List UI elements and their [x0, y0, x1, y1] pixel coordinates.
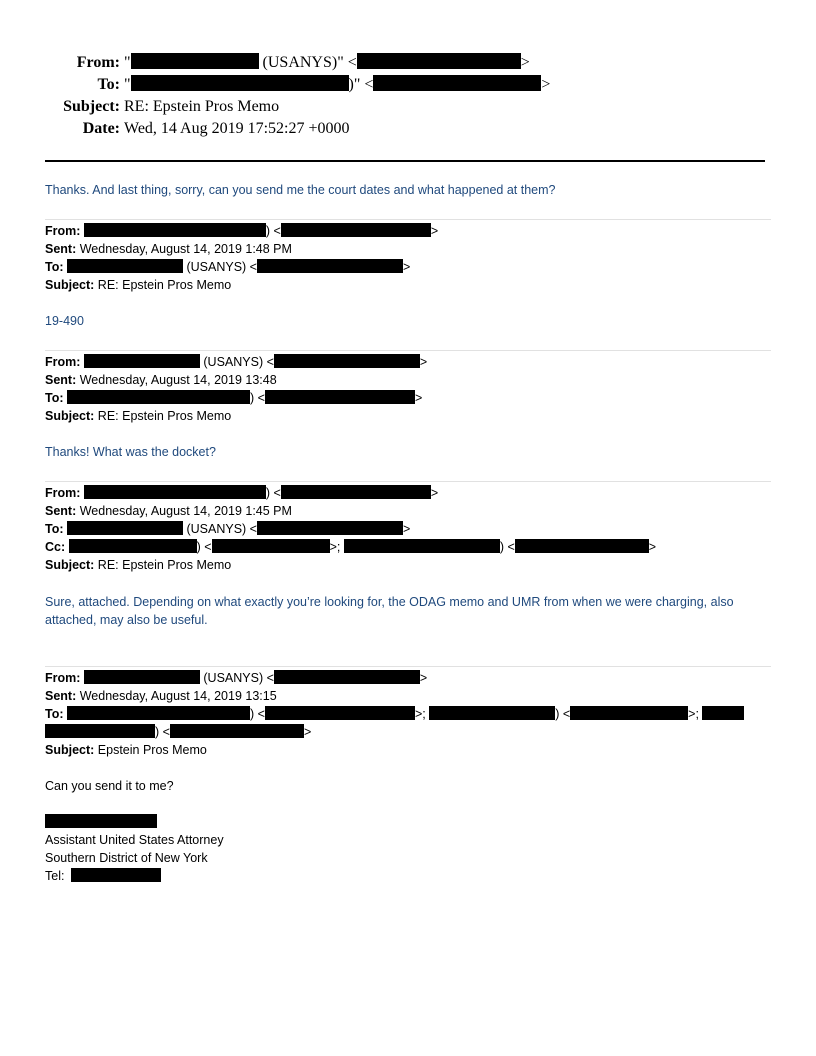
header-to-value: " )" < >: [124, 76, 551, 93]
message-1-subject: Subject: RE: Epstein Pros Memo: [45, 278, 232, 292]
redaction-block: [45, 724, 155, 738]
header-subject-label: Subject:: [63, 98, 120, 115]
redaction-block: [84, 670, 200, 684]
header-date-label: Date:: [82, 120, 120, 137]
message-divider: [45, 481, 771, 482]
redaction-block: [84, 223, 266, 237]
redaction-block: [131, 75, 349, 91]
reply-body: Thanks. And last thing, sorry, can you send me the court dates and what happened at them?: [45, 183, 556, 197]
redaction-block: [131, 53, 259, 69]
message-1-body: 19-490: [45, 314, 84, 328]
header-divider: [45, 160, 765, 162]
redaction-block: [515, 539, 649, 553]
message-3-to: To: (USANYS) < >: [45, 522, 411, 536]
signature-tel: Tel:: [45, 867, 161, 885]
redaction-block: [212, 539, 330, 553]
redaction-block: [84, 485, 266, 499]
signature-office: Southern District of New York: [45, 851, 208, 865]
signature-title: Assistant United States Attorney: [45, 833, 224, 847]
redaction-block: [265, 390, 415, 404]
message-2-body: Thanks! What was the docket?: [45, 445, 216, 459]
message-3-subject: Subject: RE: Epstein Pros Memo: [45, 558, 232, 572]
message-2-from: From: (USANYS) < >: [45, 355, 428, 369]
message-4-sent: Sent: Wednesday, August 14, 2019 13:15: [45, 689, 277, 703]
redaction-block: [67, 521, 183, 535]
redaction-block: [281, 485, 431, 499]
header-date-value: Wed, 14 Aug 2019 17:52:27 +0000: [124, 120, 350, 137]
message-4-body: Can you send it to me?: [45, 779, 174, 793]
message-4-from: From: (USANYS) < >: [45, 671, 428, 685]
message-3-sent: Sent: Wednesday, August 14, 2019 1:45 PM: [45, 504, 292, 518]
redaction-block: [265, 706, 415, 720]
redaction-block: [344, 539, 500, 553]
redaction-block: [170, 724, 304, 738]
redaction-block: [69, 539, 197, 553]
message-3-from: From: ) < >: [45, 486, 439, 500]
message-4-to-continued: ) < >: [45, 723, 311, 741]
header-from-value: " (USANYS)" < >: [124, 54, 530, 71]
message-1-sent: Sent: Wednesday, August 14, 2019 1:48 PM: [45, 242, 292, 256]
redaction-block: [45, 814, 157, 828]
message-divider: [45, 666, 771, 667]
redaction-block: [702, 706, 744, 720]
redaction-block: [429, 706, 555, 720]
signature-name: [45, 813, 157, 831]
message-divider: [45, 350, 771, 351]
redaction-block: [281, 223, 431, 237]
redaction-block: [67, 259, 183, 273]
redaction-block: [570, 706, 688, 720]
redaction-block: [84, 354, 200, 368]
message-2-sent: Sent: Wednesday, August 14, 2019 13:48: [45, 373, 277, 387]
redaction-block: [67, 706, 250, 720]
message-1-from: From: ) < >: [45, 224, 439, 238]
message-2-to: To: ) < >: [45, 391, 423, 405]
redaction-block: [71, 868, 161, 882]
redaction-block: [67, 390, 250, 404]
message-3-cc: Cc: ) < >; ) < >: [45, 540, 657, 554]
header-to-label: To:: [97, 76, 120, 93]
redaction-block: [257, 521, 403, 535]
message-divider: [45, 219, 771, 220]
header-subject-value: RE: Epstein Pros Memo: [124, 98, 280, 115]
message-3-body: Sure, attached. Depending on what exactly you’re looking for, the ODAG memo and UMR from when we were charging, also attached, may also be useful.: [45, 595, 734, 627]
message-4-subject: Subject: Epstein Pros Memo: [45, 743, 207, 757]
redaction-block: [357, 53, 521, 69]
message-4-to: To: ) < >; ) < >;: [45, 705, 744, 723]
message-1-to: To: (USANYS) < >: [45, 260, 411, 274]
redaction-block: [274, 354, 420, 368]
redaction-block: [257, 259, 403, 273]
redaction-block: [373, 75, 541, 91]
redaction-block: [274, 670, 420, 684]
header-from-label: From:: [76, 54, 120, 71]
message-2-subject: Subject: RE: Epstein Pros Memo: [45, 409, 232, 423]
